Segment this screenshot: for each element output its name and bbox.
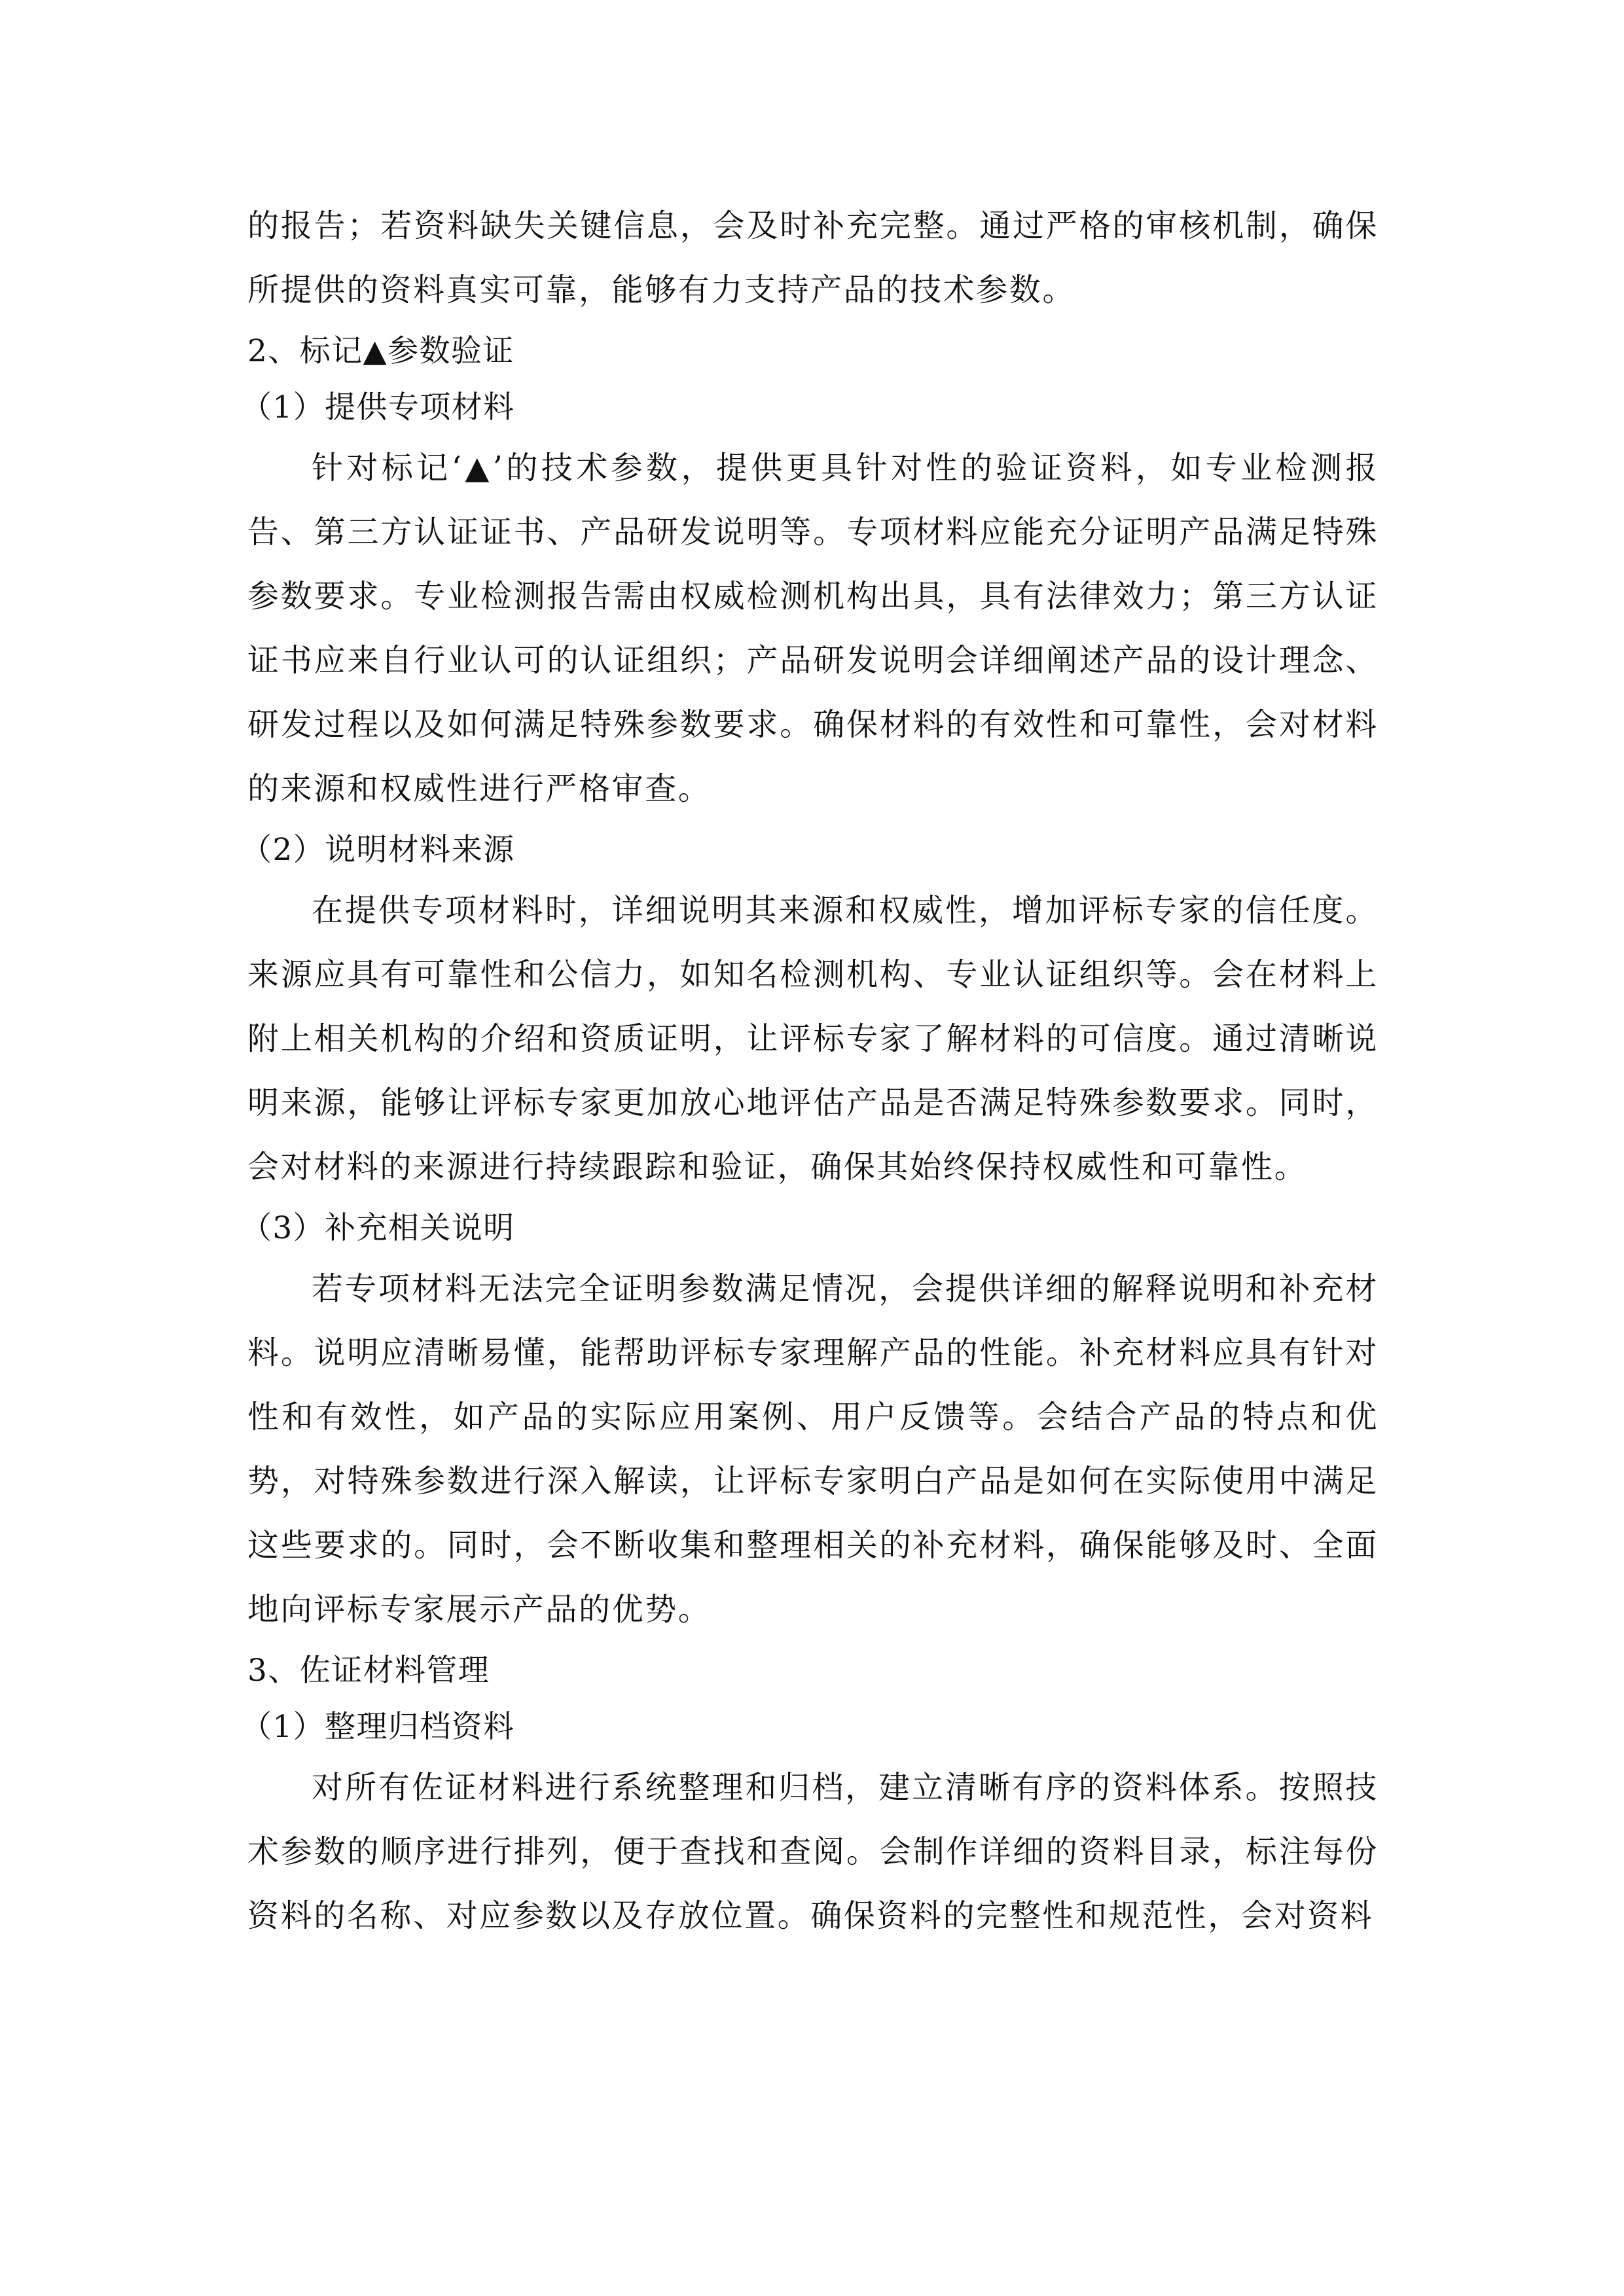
subheading-organize-archive: （1）整理归档资料 bbox=[241, 1709, 515, 1745]
subheading-material-source: （2）说明材料来源 bbox=[241, 832, 515, 868]
section-heading-evidence-management: 3、佐证材料管理 bbox=[247, 1653, 490, 1689]
intro-paragraph: 的报告；若资料缺失关键信息，会及时补充完整。通过严格的审核机制，确保所提供的资料真实可靠，能够有力支持产品的技术参数。 bbox=[247, 207, 1379, 308]
paragraph-special-materials: 针对标记‘▲’的技术参数，提供更具针对性的验证资料，如专业检测报告、第三方认证证书、产品研发说明等。专项材料应能充分证明产品满足特殊参数要求。专业检测报告需由权威检测机构出具，具有法律效力；第三方认证证书应来自行业认可的认证组织；产品研发说明会详细阐述产品的设计理念、研发过程以及如何满足特殊参数要求。确保材料的有效性和可靠性，会对材料的来源和权威性进行严格审查。 bbox=[247, 450, 1379, 807]
paragraph-material-source: 在提供专项材料时，详细说明其来源和权威性，增加评标专家的信任度。来源应具有可靠性和公信力，如知名检测机构、专业认证组织等。会在材料上附上相关机构的介绍和资质证明，让评标专家了解材料的可信度。通过清晰说明来源，能够让评标专家更加放心地评估产品是否满足特殊参数要求。同时，会对材料的来源进行持续跟踪和验证，确保其始终保持权威性和可靠性。 bbox=[247, 892, 1379, 1185]
subheading-supplementary-notes: （3）补充相关说明 bbox=[241, 1210, 515, 1246]
paragraph-supplementary-notes: 若专项材料无法完全证明参数满足情况，会提供详细的解释说明和补充材料。说明应清晰易懂，能帮助评标专家理解产品的性能。补充材料应具有针对性和有效性，如产品的实际应用案例、用户反馈等。会结合产品的特点和优势，对特殊参数进行深入解读，让评标专家明白产品是如何在实际使用中满足这些要求的。同时，会不断收集和整理相关的补充材料，确保能够及时、全面地向评标专家展示产品的优势。 bbox=[247, 1270, 1379, 1628]
document-body bbox=[241, 194, 1379, 1948]
paragraph-organize-archive: 对所有佐证材料进行系统整理和归档，建立清晰有序的资料体系。按照技术参数的顺序进行排列，便于查找和查阅。会制作详细的资料目录，标注每份资料的名称、对应参数以及存放位置。确保资料的完整性和规范性，会对资料 bbox=[247, 1769, 1379, 1934]
section-heading-marked-parameter-verification: 2、标记▲参数验证 bbox=[247, 333, 514, 369]
subheading-provide-special-materials: （1）提供专项材料 bbox=[241, 389, 515, 425]
